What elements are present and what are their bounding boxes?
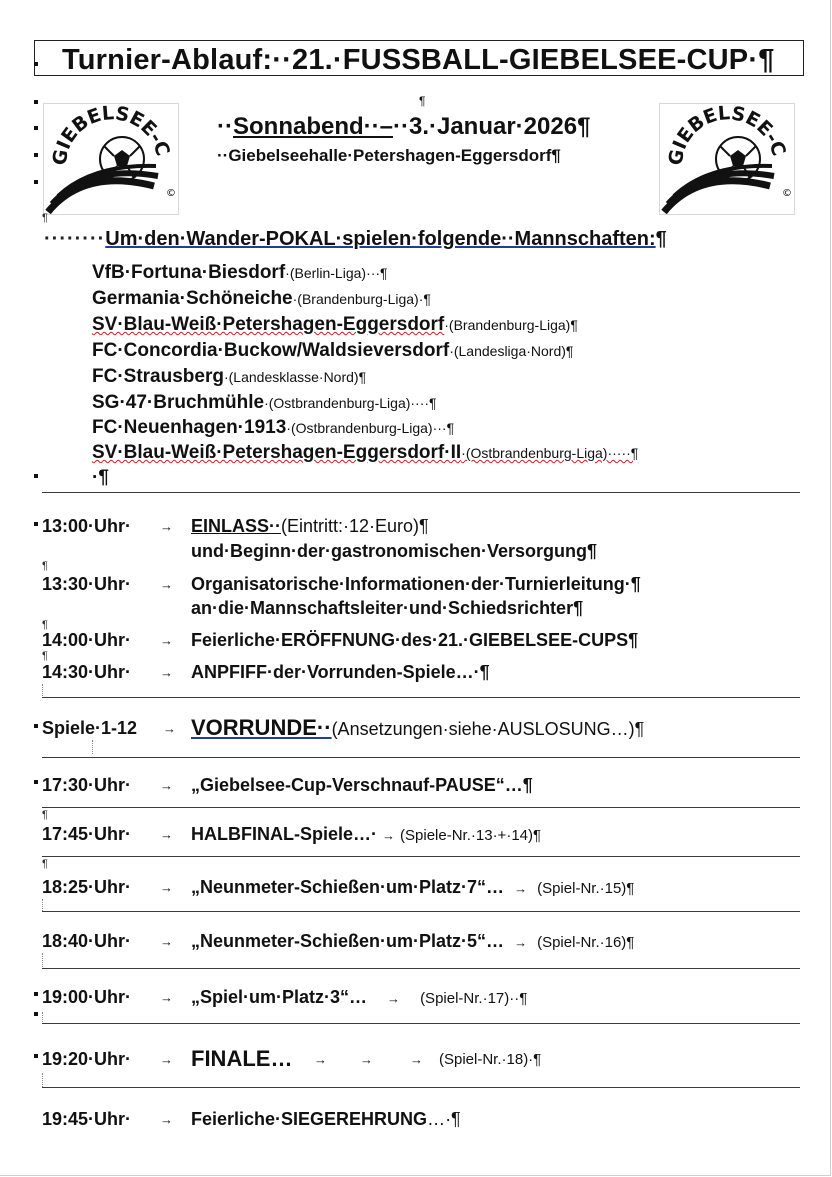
tab-arrow-icon: → [160,990,173,1005]
divider [42,968,800,969]
giebelsee-cup-logo [659,103,795,215]
tab-arrow-icon: → [382,828,396,843]
empty-paragraph: ·¶ [92,467,109,488]
tab-arrow-icon: → [160,827,173,842]
divider [42,492,800,493]
schedule-time: 19:20·Uhr· [42,1049,132,1069]
schedule-event-line2: und·Beginn·der·gastronomischen·Versorgung¶ [191,541,598,561]
svg-text:GIEBELSEE-CUP: GIEBELSEE-C [48,104,174,167]
schedule-event: EINLASS··(Eintritt:·12·Euro)¶ [191,516,429,536]
schedule-time: 13:30·Uhr· [42,574,132,594]
schedule-time: Spiele·1-12 [42,718,138,738]
schedule-time: 18:40·Uhr· [42,931,132,951]
giebelsee-cup-logo [43,103,179,215]
team-entry: SV·Blau-Weiß·Petershagen-Eggersdorf·II·(Ostbrandenburg-Liga)·····¶ [92,442,639,463]
team-entry: VfB·Fortuna·Biesdorf·(Berlin-Liga)···¶ [92,262,388,283]
tab-arrow-icon: → [160,880,173,895]
schedule-time: 13:00·Uhr· [42,516,132,536]
schedule-event: VORRUNDE··(Ansetzungen·siehe·AUSLOSUNG…)¶ [191,715,645,740]
tab-arrow-icon: → [387,991,401,1006]
tab-arrow-icon: → [160,519,173,534]
pilcrow-mark: ¶ [42,858,48,870]
team-entry: FC·Neuenhagen·1913·(Ostbrandenburg-Liga)···¶ [92,417,455,438]
pilcrow-mark: ¶ [42,560,48,572]
schedule-event: Feierliche·SIEGEREHRUNG…·¶ [191,1109,461,1129]
tab-arrow-icon: → [160,1112,173,1127]
pilcrow-mark: ¶ [42,650,48,662]
schedule-event-line2: an·die·Mannschaftsleiter·und·Schiedsrichter¶ [191,598,584,618]
schedule-time: 14:00·Uhr· [42,630,132,650]
page-title: Turnier-Ablauf:··21.·FUSSBALL-GIEBELSEE-CUP·¶ [62,44,775,76]
schedule-event: „Neunmeter-Schießen·um·Platz·5“… → (Spiel-Nr.·16)¶ [191,931,635,951]
pilcrow-mark: ¶ [42,619,48,631]
divider [42,807,800,808]
divider [42,1087,800,1088]
divider [42,911,800,912]
tab-arrow-icon: → [514,935,528,950]
schedule-event: FINALE… [191,1046,293,1071]
tab-arrow-icon: → [160,934,173,949]
divider [42,757,800,758]
schedule-time: 18:25·Uhr· [42,877,132,897]
team-entry: SG·47·Bruchmühle·(Ostbrandenburg-Liga)····¶ [92,392,437,413]
schedule-event-note: (Spiel-Nr.·18)·¶ [439,1051,542,1068]
svg-text:GIEBELSEE-CUP: GIEBELSEE-C [664,104,790,167]
schedule-time: 19:00·Uhr· [42,987,132,1007]
schedule-event: „Spiel·um·Platz·3“… → (Spiel-Nr.·17)··¶ [191,987,528,1007]
tab-arrow-icon: → [160,1052,173,1067]
svg-text:©: © [782,188,792,199]
schedule-event: „Neunmeter-Schießen·um·Platz·7“… → (Spiel-Nr.·15)¶ [191,877,635,897]
schedule-event: HALBFINAL-Spiele…· → (Spiele-Nr.·13·+·14)¶ [191,824,542,844]
tab-arrow-icon: → [314,1052,327,1067]
tab-arrow-icon: → [514,881,528,896]
teams-heading: ········Um·den·Wander-POKAL·spielen·folgende··Mannschaften:¶ [44,228,667,250]
divider [42,697,800,698]
pilcrow-mark: ¶ [42,212,48,224]
schedule-event: „Giebelsee-Cup-Verschnauf-PAUSE“…¶ [191,775,533,795]
schedule-event: Organisatorische·Informationen·der·Turnierleitung·¶ [191,574,641,594]
tab-arrow-icon: → [410,1052,423,1067]
event-venue: ··Giebelseehalle·Petershagen-Eggersdorf¶ [217,146,561,165]
divider [42,856,800,857]
tab-arrow-icon: → [360,1052,373,1067]
schedule-event: Feierliche·ERÖFFNUNG·des·21.·GIEBELSEE-CUPS¶ [191,630,639,650]
pilcrow-mark: ¶ [42,809,48,821]
schedule-time: 14:30·Uhr· [42,662,132,682]
team-entry: FC·Concordia·Buckow/Waldsieversdorf·(Landesliga·Nord)¶ [92,340,574,361]
tab-arrow-icon: → [160,633,173,648]
divider [42,1023,800,1024]
schedule-time: 17:45·Uhr· [42,824,132,844]
tab-arrow-icon: → [160,665,173,680]
schedule-event: ANPFIFF·der·Vorrunden-Spiele…·¶ [191,662,490,682]
event-date: ··Sonnabend··–··3.·Januar·2026¶ [217,113,591,140]
team-entry: SV·Blau-Weiß·Petershagen-Eggersdorf·(Brandenburg-Liga)¶ [92,314,578,335]
tab-arrow-icon: → [160,778,173,793]
schedule-time: 17:30·Uhr· [42,775,132,795]
schedule-time: 19:45·Uhr· [42,1109,132,1129]
tab-arrow-icon: → [163,721,176,736]
team-entry: FC·Strausberg·(Landesklasse·Nord)¶ [92,366,367,387]
tab-arrow-icon: → [160,577,173,592]
pilcrow-mark: ¶ [419,94,426,108]
svg-text:©: © [166,188,176,199]
team-entry: Germania·Schöneiche·(Brandenburg-Liga)·¶ [92,288,431,309]
